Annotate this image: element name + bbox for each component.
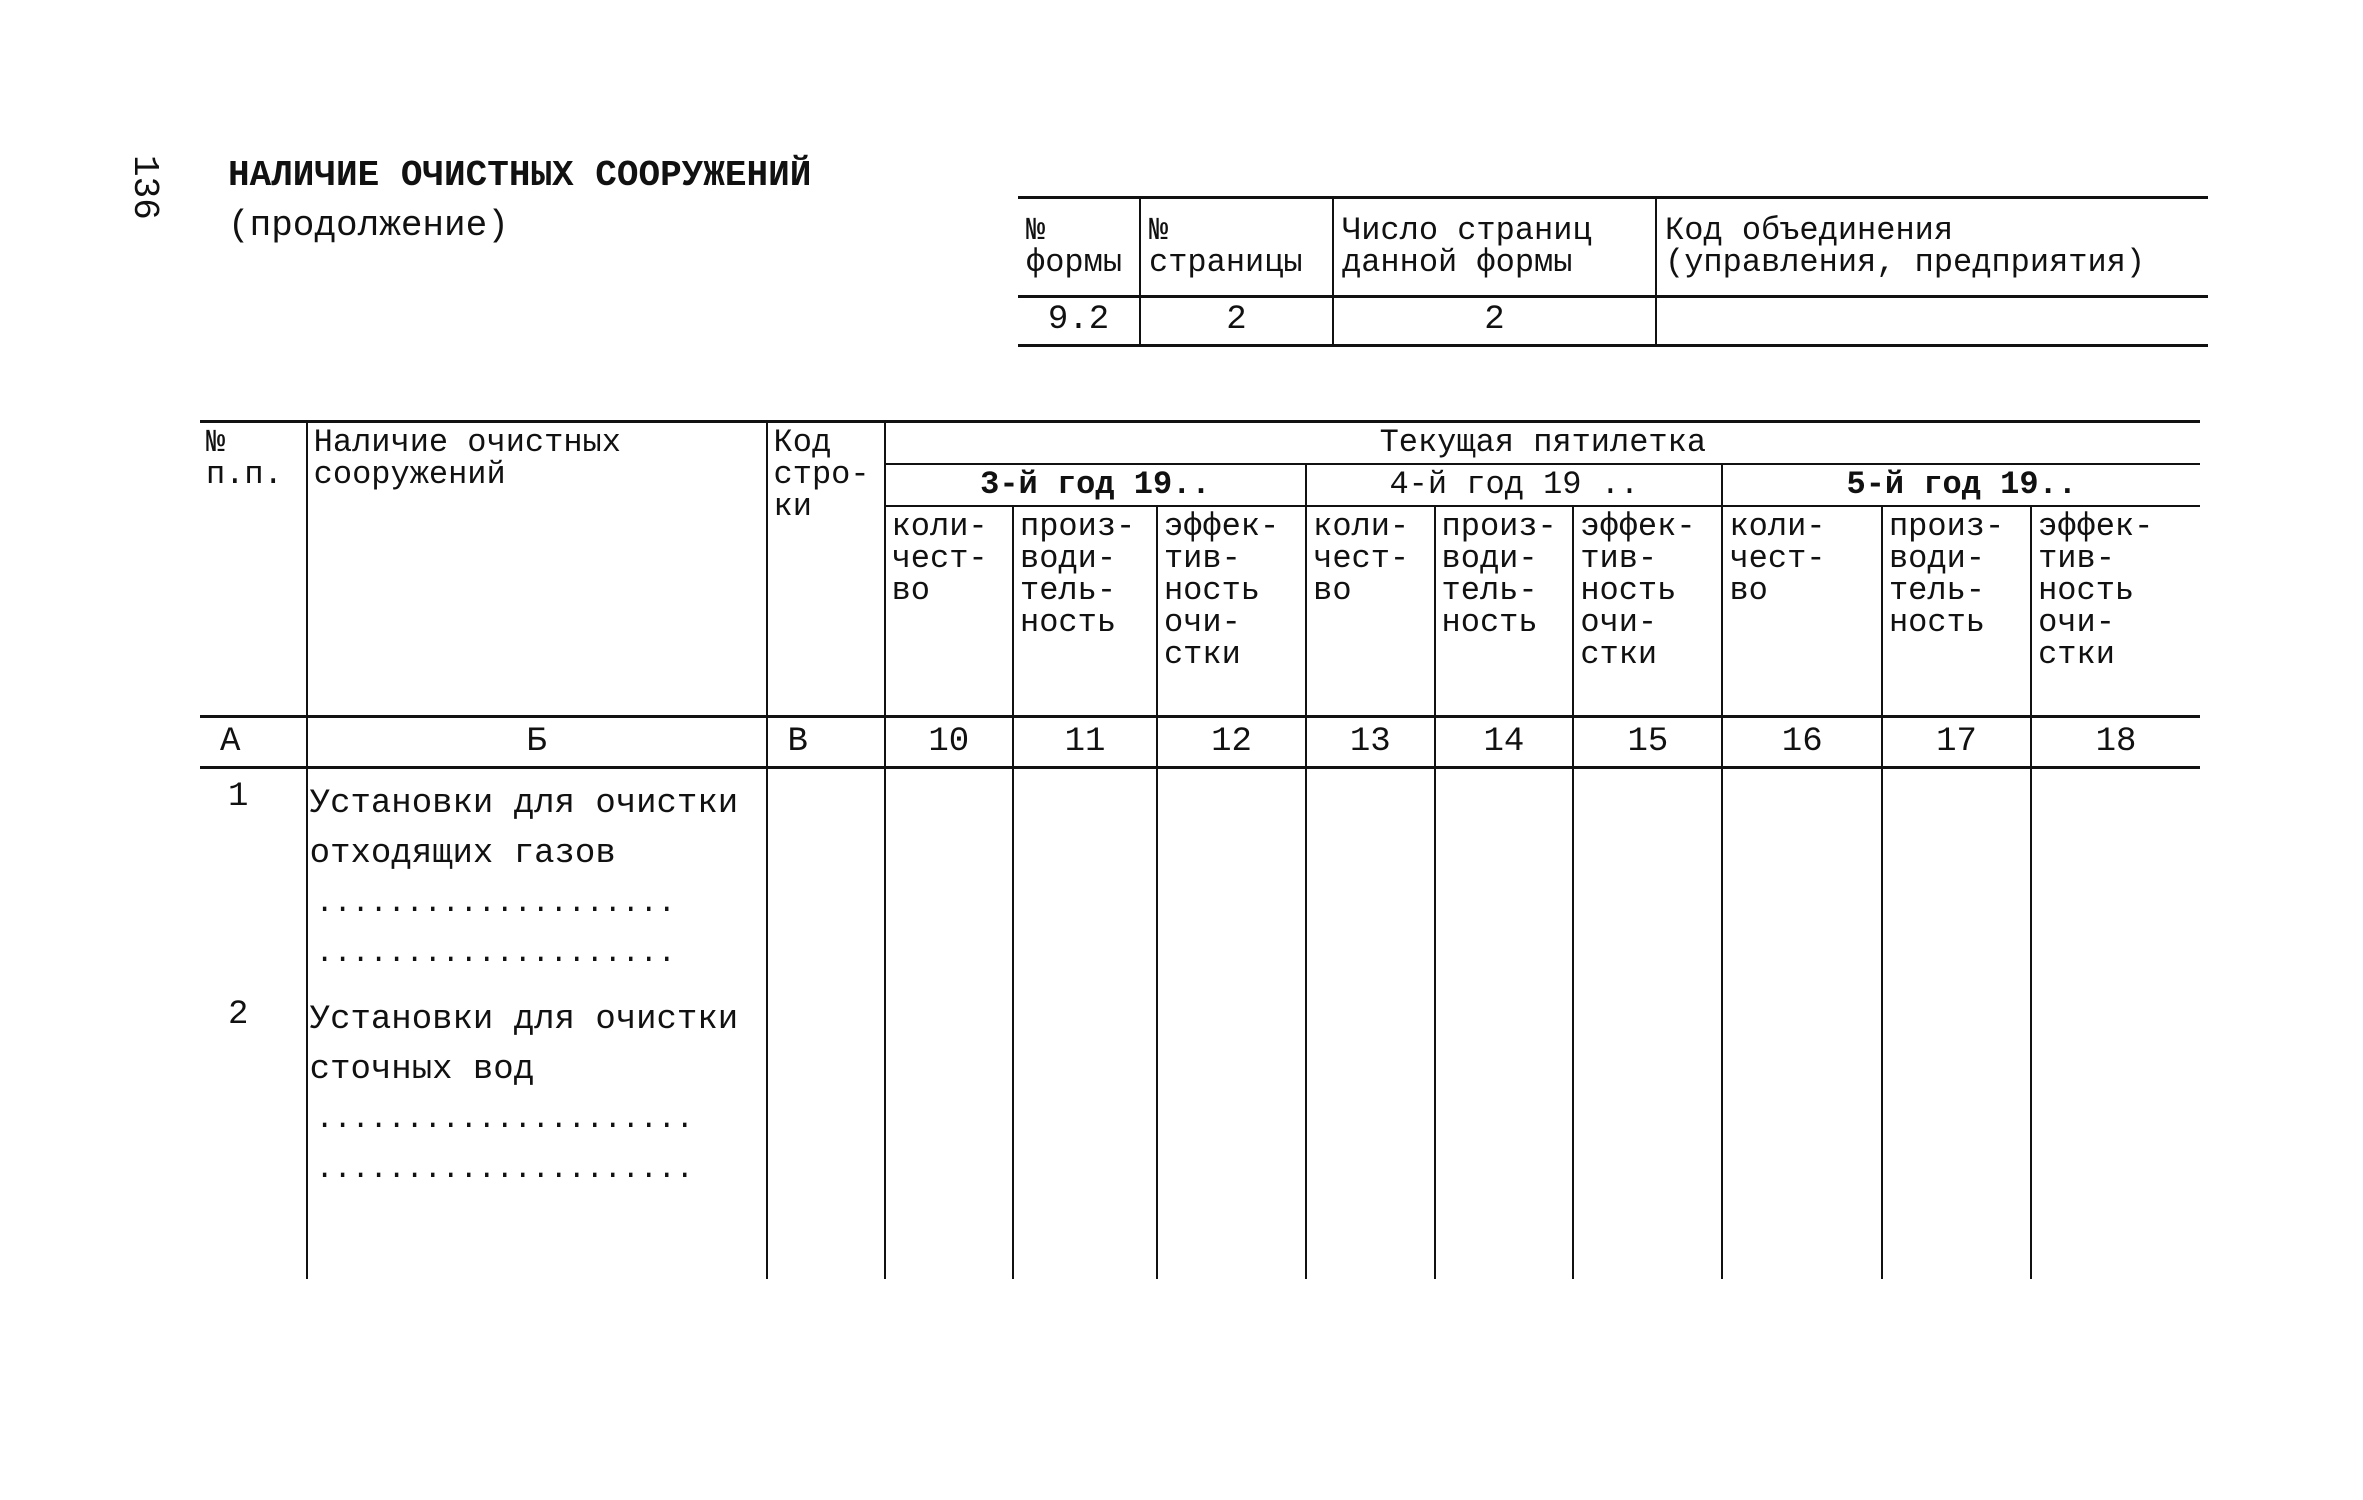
cell-col-17 — [1882, 768, 2031, 1280]
current-plan-header: Текущая пятилетка — [885, 422, 2200, 465]
subcol-efficiency-y3: эффек- тив- ность очи- стки — [1157, 506, 1306, 717]
index-15: 15 — [1573, 717, 1722, 768]
page-number: 136 — [124, 155, 165, 220]
row-2-dots-2: ..................... — [315, 1153, 694, 1187]
row-1-number: 1 — [228, 778, 249, 816]
index-b: Б — [307, 717, 767, 768]
row-1-name-line2: отходящих газов — [309, 835, 616, 873]
subcol-capacity-y4: произ- води- тель- ность — [1435, 506, 1574, 717]
page-subtitle: (продолжение) — [228, 205, 509, 246]
index-13: 13 — [1306, 717, 1434, 768]
row-2-name-line2: сточных вод — [309, 1051, 535, 1089]
meta-value-page-count: 2 — [1333, 297, 1656, 346]
index-11: 11 — [1013, 717, 1157, 768]
index-17: 17 — [1882, 717, 2031, 768]
meta-header-org-code: Код объединения (управления, предприятия) — [1656, 198, 2208, 297]
cell-col-15 — [1573, 768, 1722, 1280]
row-code-cell — [767, 768, 885, 1280]
row-2-number: 2 — [228, 996, 249, 1034]
col-b-header: Наличие очистных сооружений — [307, 422, 767, 717]
form-meta-table — [1018, 196, 2208, 347]
year-5-header: 5-й год 19.. — [1722, 464, 2200, 506]
row-numbers-cell — [200, 768, 307, 1280]
year-3-header: 3-й год 19.. — [885, 464, 1307, 506]
index-18: 18 — [2031, 717, 2200, 768]
treatment-facilities-table — [200, 420, 2200, 1279]
row-1-dots-2: .................... — [315, 937, 676, 971]
meta-value-form-number: 9.2 — [1018, 297, 1140, 346]
index-a: А — [200, 717, 307, 768]
row-1-name-line1: Установки для очистки — [309, 785, 739, 823]
meta-header-form-number: № формы — [1018, 198, 1140, 297]
meta-header-page-count: Число страниц данной формы — [1333, 198, 1656, 297]
subcol-quantity-y5: коли- чест- во — [1722, 506, 1882, 717]
subcol-quantity-y4: коли- чест- во — [1306, 506, 1434, 717]
index-c: В — [767, 717, 885, 768]
index-10: 10 — [885, 717, 1013, 768]
subcol-capacity-y3: произ- води- тель- ность — [1013, 506, 1157, 717]
row-2-dots-1: ..................... — [315, 1103, 694, 1137]
cell-col-18 — [2031, 768, 2200, 1280]
meta-value-page-number: 2 — [1140, 297, 1333, 346]
index-16: 16 — [1722, 717, 1882, 768]
subcol-capacity-y5: произ- води- тель- ность — [1882, 506, 2031, 717]
cell-col-14 — [1435, 768, 1574, 1280]
subcol-quantity-y3: коли- чест- во — [885, 506, 1013, 717]
col-c-header: Код стро- ки — [767, 422, 885, 717]
subcol-efficiency-y5: эффек- тив- ность очи- стки — [2031, 506, 2200, 717]
cell-col-13 — [1306, 768, 1434, 1280]
row-1-dots-1: .................... — [315, 887, 676, 921]
page-title: НАЛИЧИЕ ОЧИСТНЫХ СООРУЖЕНИЙ — [228, 155, 812, 196]
cell-col-16 — [1722, 768, 1882, 1280]
cell-col-12 — [1157, 768, 1306, 1280]
index-14: 14 — [1435, 717, 1574, 768]
col-a-header: № п.п. — [200, 422, 307, 717]
year-4-header: 4-й год 19 .. — [1306, 464, 1722, 506]
cell-col-10 — [885, 768, 1013, 1280]
meta-value-org-code — [1656, 297, 2208, 346]
row-names-cell — [307, 768, 767, 1280]
row-2-name-line1: Установки для очистки — [309, 1001, 739, 1039]
cell-col-11 — [1013, 768, 1157, 1280]
index-12: 12 — [1157, 717, 1306, 768]
meta-header-page-number: № страницы — [1140, 198, 1333, 297]
subcol-efficiency-y4: эффек- тив- ность очи- стки — [1573, 506, 1722, 717]
